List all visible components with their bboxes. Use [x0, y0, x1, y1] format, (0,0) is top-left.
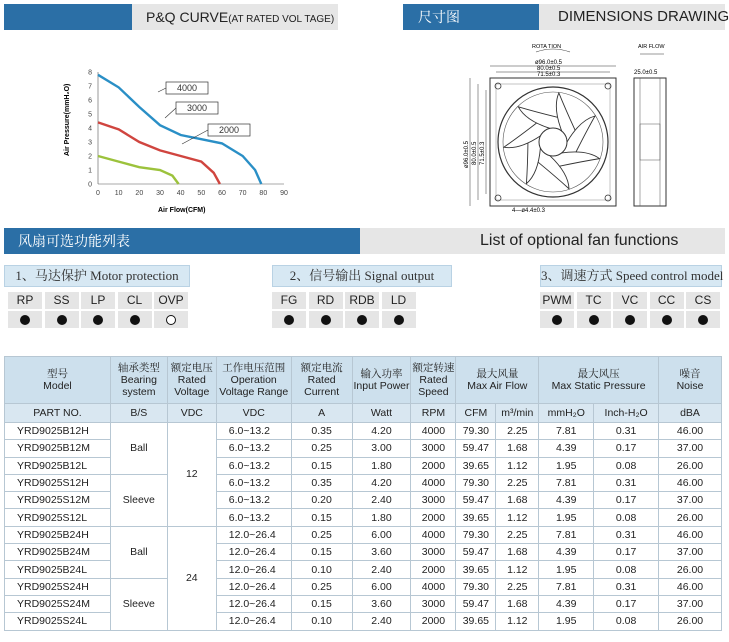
th-noise: 噪音 Noise — [659, 357, 722, 404]
cell-m3min: 2.25 — [496, 423, 539, 440]
feature-mark-rdb — [345, 311, 379, 328]
dim-hole-label: 4—ø4.4±0.3 — [512, 208, 545, 214]
cell-m3min: 1.68 — [496, 440, 539, 457]
cell-power: 3.60 — [352, 544, 411, 561]
cell-bearing: Sleeve — [110, 578, 167, 630]
feature-mark-cc — [650, 311, 684, 328]
unit-rpm: RPM — [411, 404, 456, 423]
cell-noise: 46.00 — [659, 423, 722, 440]
cell-model: YRD9025S24H — [5, 578, 111, 595]
cell-mmh2o: 1.95 — [539, 613, 594, 630]
cell-power: 2.40 — [352, 492, 411, 509]
cell-voltage-range: 12.0~26.4 — [216, 561, 291, 578]
filled-dot-icon — [130, 315, 140, 325]
cell-voltage-range: 6.0~13.2 — [216, 440, 291, 457]
cell-bearing: Sleeve — [110, 474, 167, 526]
pq-header-blue — [4, 4, 132, 30]
feature-mark-fg — [272, 311, 306, 328]
cell-voltage-range: 6.0~13.2 — [216, 457, 291, 474]
feature-code-ld: LD — [382, 292, 416, 309]
cell-cfm: 79.30 — [456, 578, 496, 595]
cell-noise: 26.00 — [659, 613, 722, 630]
pq-curve-chart — [60, 58, 290, 218]
series-label-3000: 3000 — [186, 103, 208, 113]
filled-dot-icon — [589, 315, 599, 325]
series-leader-3000 — [165, 108, 176, 118]
feature-mark-cl — [118, 311, 152, 328]
cell-inch-h2o: 0.31 — [594, 526, 659, 543]
dim-airflow-label: AIR FLOW — [638, 44, 665, 50]
feature-code-ss: SS — [45, 292, 79, 309]
cell-inch-h2o: 0.08 — [594, 509, 659, 526]
dim-v-diameter: ø96.0±0.5 — [464, 141, 470, 168]
cell-speed: 3000 — [411, 440, 456, 457]
fan-blade — [518, 99, 559, 134]
fan-hub — [539, 128, 567, 156]
feature-mark-lp — [81, 311, 115, 328]
table-row — [5, 474, 722, 491]
cell-noise: 37.00 — [659, 544, 722, 561]
filled-dot-icon — [20, 315, 30, 325]
cell-current: 0.25 — [291, 440, 352, 457]
cell-power: 4.20 — [352, 474, 411, 491]
x-tick-label: 70 — [238, 190, 247, 197]
cell-mmh2o: 7.81 — [539, 526, 594, 543]
cell-power: 3.00 — [352, 440, 411, 457]
cell-mmh2o: 7.81 — [539, 423, 594, 440]
y-tick-label: 1 — [88, 167, 92, 175]
cell-cfm: 39.65 — [456, 613, 496, 630]
cell-noise: 26.00 — [659, 561, 722, 578]
fan-side-hub — [640, 124, 660, 160]
cell-current: 0.15 — [291, 544, 352, 561]
y-tick-label: 8 — [88, 69, 92, 77]
feature-code-rd: RD — [309, 292, 343, 309]
cell-current: 0.15 — [291, 509, 352, 526]
unit-mmh2o: mmH₂O — [539, 404, 594, 423]
cell-inch-h2o: 0.08 — [594, 561, 659, 578]
cell-model: YRD9025B12M — [5, 440, 111, 457]
cell-power: 4.20 — [352, 423, 411, 440]
cell-noise: 46.00 — [659, 474, 722, 491]
table-row — [5, 526, 722, 543]
cell-inch-h2o: 0.08 — [594, 613, 659, 630]
th-bearing: 轴承类型 Bearing system — [110, 357, 167, 404]
cell-inch-h2o: 0.31 — [594, 578, 659, 595]
fan-blade — [534, 153, 575, 188]
pq-curve-title — [146, 4, 334, 33]
cell-m3min: 1.68 — [496, 544, 539, 561]
cell-m3min: 2.25 — [496, 474, 539, 491]
unit-cfm: CFM — [456, 404, 496, 423]
cell-model: YRD9025S24L — [5, 613, 111, 630]
y-tick-label: 2 — [88, 153, 92, 161]
filled-dot-icon — [57, 315, 67, 325]
feature-mark-tc — [577, 311, 611, 328]
pq-curve-title-main: P&Q CURVE — [146, 9, 229, 25]
cell-cfm: 39.65 — [456, 509, 496, 526]
dim-header-cn: 尺寸图 — [418, 9, 460, 25]
cell-noise: 37.00 — [659, 492, 722, 509]
cell-model: YRD9025S12H — [5, 474, 111, 491]
cell-voltage-range: 12.0~26.4 — [216, 526, 291, 543]
cell-model: YRD9025B12L — [5, 457, 111, 474]
spec-table — [4, 356, 722, 631]
cell-m3min: 1.68 — [496, 595, 539, 612]
fan-blade — [554, 137, 600, 181]
cell-bearing: Ball — [110, 526, 167, 578]
cell-bearing: Ball — [110, 423, 167, 475]
dim-hole-spacing: 80.0±0.5 — [537, 66, 561, 72]
feature-mark-ss — [45, 311, 79, 328]
cell-cfm: 79.30 — [456, 526, 496, 543]
cell-speed: 4000 — [411, 423, 456, 440]
cell-mmh2o: 4.39 — [539, 595, 594, 612]
cell-current: 0.10 — [291, 561, 352, 578]
y-tick-label: 3 — [88, 139, 92, 147]
cell-mmh2o: 1.95 — [539, 509, 594, 526]
cell-noise: 26.00 — [659, 509, 722, 526]
cell-m3min: 2.25 — [496, 526, 539, 543]
feature-code-rp: RP — [8, 292, 42, 309]
cell-noise: 37.00 — [659, 440, 722, 457]
cell-cfm: 39.65 — [456, 561, 496, 578]
chart-series — [98, 75, 261, 184]
cell-inch-h2o: 0.31 — [594, 423, 659, 440]
hollow-dot-icon — [166, 315, 176, 325]
filled-dot-icon — [321, 315, 331, 325]
cell-inch-h2o: 0.17 — [594, 595, 659, 612]
chart-x-axis-label: Air Flow(CFM) — [158, 207, 206, 214]
cell-cfm: 59.47 — [456, 595, 496, 612]
th-voltage-range: 工作电压范围 Operation Voltage Range — [216, 357, 291, 404]
cell-power: 2.40 — [352, 561, 411, 578]
feature-mark-rp — [8, 311, 42, 328]
cell-model: YRD9025B12H — [5, 423, 111, 440]
y-tick-label: 4 — [88, 125, 92, 133]
cell-inch-h2o: 0.31 — [594, 474, 659, 491]
fan-blades — [504, 93, 600, 189]
feature-code-vc: VC — [613, 292, 647, 309]
cell-speed: 4000 — [411, 578, 456, 595]
y-tick-label: 0 — [88, 181, 92, 189]
th-input-power: 输入功率 Input Power — [352, 357, 411, 404]
cell-m3min: 1.12 — [496, 457, 539, 474]
cell-current: 0.15 — [291, 457, 352, 474]
table-row — [5, 578, 722, 595]
y-tick-label: 7 — [88, 83, 92, 91]
series-label-2000: 2000 — [218, 125, 240, 135]
unit-m3min: m³/min — [496, 404, 539, 423]
cell-voltage-range: 12.0~26.4 — [216, 595, 291, 612]
cell-speed: 3000 — [411, 595, 456, 612]
cell-current: 0.25 — [291, 578, 352, 595]
x-tick-label: 60 — [218, 190, 226, 197]
cell-cfm: 59.47 — [456, 440, 496, 457]
th-rated-current: 额定电流 Rated Current — [291, 357, 352, 404]
unit-amp: A — [291, 404, 352, 423]
series-line-3000 — [98, 122, 220, 184]
fan-func-header-en: List of optional fan functions — [480, 232, 679, 249]
cell-power: 1.80 — [352, 509, 411, 526]
series-line-2000 — [98, 156, 179, 184]
fan-ring — [498, 87, 608, 197]
cell-current: 0.10 — [291, 613, 352, 630]
feature-mark-ovp — [154, 311, 188, 328]
feature-code-cs: CS — [686, 292, 720, 309]
filled-dot-icon — [93, 315, 103, 325]
cell-m3min: 2.25 — [496, 578, 539, 595]
table-units-row — [5, 404, 722, 423]
cell-speed: 2000 — [411, 613, 456, 630]
dimensions-drawing — [440, 40, 729, 230]
cell-mmh2o: 1.95 — [539, 561, 594, 578]
table-header-row — [5, 357, 722, 404]
cell-noise: 46.00 — [659, 578, 722, 595]
feature-code-ovp: OVP — [154, 292, 188, 309]
cell-voltage-range: 6.0~13.2 — [216, 492, 291, 509]
th-max-pressure: 最大风压 Max Static Pressure — [539, 357, 659, 404]
cell-voltage-range: 12.0~26.4 — [216, 544, 291, 561]
dim-thickness: 25.0±0.5 — [634, 70, 658, 76]
cell-model: YRD9025B24L — [5, 561, 111, 578]
cell-m3min: 1.12 — [496, 561, 539, 578]
feature-code-fg: FG — [272, 292, 306, 309]
cell-model: YRD9025S24M — [5, 595, 111, 612]
feature-code-pwm: PWM — [540, 292, 574, 309]
feature-mark-vc — [613, 311, 647, 328]
chart-y-axis-label: Air Pressure(mmH₂O) — [64, 83, 71, 156]
th-model: 型号 Model — [5, 357, 111, 404]
cell-mmh2o: 4.39 — [539, 440, 594, 457]
cell-cfm: 79.30 — [456, 423, 496, 440]
cell-m3min: 1.12 — [496, 509, 539, 526]
unit-dba: dBA — [659, 404, 722, 423]
unit-bs: B/S — [110, 404, 167, 423]
unit-part-no: PART NO. — [5, 404, 111, 423]
group-title-speed: 3、调速方式 Speed control model — [540, 265, 722, 287]
feature-mark-rd — [309, 311, 343, 328]
feature-code-cl: CL — [118, 292, 152, 309]
unit-vdc: VDC — [167, 404, 216, 423]
feature-mark-cs — [686, 311, 720, 328]
group-title-signal: 2、信号输出 Signal output — [272, 265, 452, 287]
series-leader-4000 — [158, 88, 166, 92]
cell-model: YRD9025S12M — [5, 492, 111, 509]
dim-inner: 71.5±0.3 — [537, 72, 561, 78]
cell-mmh2o: 7.81 — [539, 474, 594, 491]
cell-voltage-range: 12.0~26.4 — [216, 613, 291, 630]
y-tick-label: 6 — [88, 97, 92, 105]
filled-dot-icon — [698, 315, 708, 325]
fan-func-header-cn: 风扇可选功能列表 — [18, 233, 130, 249]
feature-code-tc: TC — [577, 292, 611, 309]
fan-frame-inner — [496, 84, 610, 200]
cell-inch-h2o: 0.08 — [594, 457, 659, 474]
cell-voltage-range: 6.0~13.2 — [216, 423, 291, 440]
x-tick-label: 80 — [259, 190, 268, 197]
x-tick-label: 50 — [197, 190, 206, 197]
filled-dot-icon — [394, 315, 404, 325]
dim-v-inner: 71.5±0.3 — [480, 141, 486, 165]
cell-speed: 3000 — [411, 492, 456, 509]
cell-noise: 26.00 — [659, 457, 722, 474]
cell-m3min: 1.12 — [496, 613, 539, 630]
series-label-4000: 4000 — [176, 83, 198, 93]
cell-mmh2o: 1.95 — [539, 457, 594, 474]
th-rated-speed: 额定转速 Rated Speed — [411, 357, 456, 404]
fan-frame-front — [490, 78, 616, 206]
dim-v-spacing: 80.0±0.5 — [472, 141, 478, 165]
dim-rotation-label: ROTA TION — [532, 44, 562, 50]
cell-inch-h2o: 0.17 — [594, 440, 659, 457]
unit-inch-h2o: Inch-H₂O — [594, 404, 659, 423]
table-row — [5, 423, 722, 440]
cell-inch-h2o: 0.17 — [594, 544, 659, 561]
cell-rated-voltage: 24 — [167, 526, 216, 630]
cell-noise: 46.00 — [659, 526, 722, 543]
cell-voltage-range: 12.0~26.4 — [216, 578, 291, 595]
x-tick-label: 0 — [96, 190, 100, 197]
cell-speed: 4000 — [411, 526, 456, 543]
cell-inch-h2o: 0.17 — [594, 492, 659, 509]
cell-voltage-range: 6.0~13.2 — [216, 509, 291, 526]
fan-frame-side — [634, 78, 666, 206]
x-tick-label: 10 — [114, 190, 123, 197]
pq-curve-title-sub: (AT RATED VOL TAGE) — [228, 14, 335, 25]
filled-dot-icon — [284, 315, 294, 325]
filled-dot-icon — [625, 315, 635, 325]
cell-mmh2o: 4.39 — [539, 544, 594, 561]
cell-speed: 4000 — [411, 474, 456, 491]
cell-model: YRD9025B24H — [5, 526, 111, 543]
feature-code-cc: CC — [650, 292, 684, 309]
fan-blade — [504, 115, 545, 160]
cell-mmh2o: 4.39 — [539, 492, 594, 509]
feature-code-lp: LP — [81, 292, 115, 309]
cell-power: 6.00 — [352, 526, 411, 543]
feature-code-rdb: RDB — [345, 292, 379, 309]
cell-speed: 2000 — [411, 509, 456, 526]
cell-cfm: 39.65 — [456, 457, 496, 474]
cell-power: 1.80 — [352, 457, 411, 474]
cell-noise: 37.00 — [659, 595, 722, 612]
x-tick-label: 40 — [176, 190, 185, 197]
cell-cfm: 59.47 — [456, 544, 496, 561]
x-tick-label: 20 — [135, 190, 144, 197]
cell-cfm: 79.30 — [456, 474, 496, 491]
cell-model: YRD9025S12L — [5, 509, 111, 526]
unit-vdc-range: VDC — [216, 404, 291, 423]
x-tick-label: 90 — [280, 190, 288, 197]
cell-current: 0.35 — [291, 474, 352, 491]
filled-dot-icon — [552, 315, 562, 325]
cell-power: 3.60 — [352, 595, 411, 612]
unit-watt: Watt — [352, 404, 411, 423]
table-body — [5, 423, 722, 631]
cell-model: YRD9025B24M — [5, 544, 111, 561]
cell-mmh2o: 7.81 — [539, 578, 594, 595]
filled-dot-icon — [357, 315, 367, 325]
cell-speed: 2000 — [411, 561, 456, 578]
dim-header-en: DIMENSIONS DRAWING — [558, 8, 729, 25]
cell-current: 0.35 — [291, 423, 352, 440]
y-tick-label: 5 — [88, 111, 92, 119]
cell-current: 0.25 — [291, 526, 352, 543]
th-rated-voltage: 额定电压 Rated Voltage — [167, 357, 216, 404]
feature-mark-pwm — [540, 311, 574, 328]
cell-m3min: 1.68 — [496, 492, 539, 509]
cell-current: 0.15 — [291, 595, 352, 612]
group-title-motor: 1、马达保护 Motor protection — [4, 265, 190, 287]
cell-voltage-range: 6.0~13.2 — [216, 474, 291, 491]
cell-current: 0.20 — [291, 492, 352, 509]
cell-speed: 3000 — [411, 544, 456, 561]
cell-speed: 2000 — [411, 457, 456, 474]
x-tick-label: 30 — [156, 190, 164, 197]
th-max-airflow: 最大风量 Max Air Flow — [456, 357, 539, 404]
cell-rated-voltage: 12 — [167, 423, 216, 527]
cell-power: 2.40 — [352, 613, 411, 630]
cell-cfm: 59.47 — [456, 492, 496, 509]
filled-dot-icon — [662, 315, 672, 325]
dim-diameter: ø96.0±0.5 — [535, 60, 562, 66]
cell-power: 6.00 — [352, 578, 411, 595]
feature-mark-ld — [382, 311, 416, 328]
